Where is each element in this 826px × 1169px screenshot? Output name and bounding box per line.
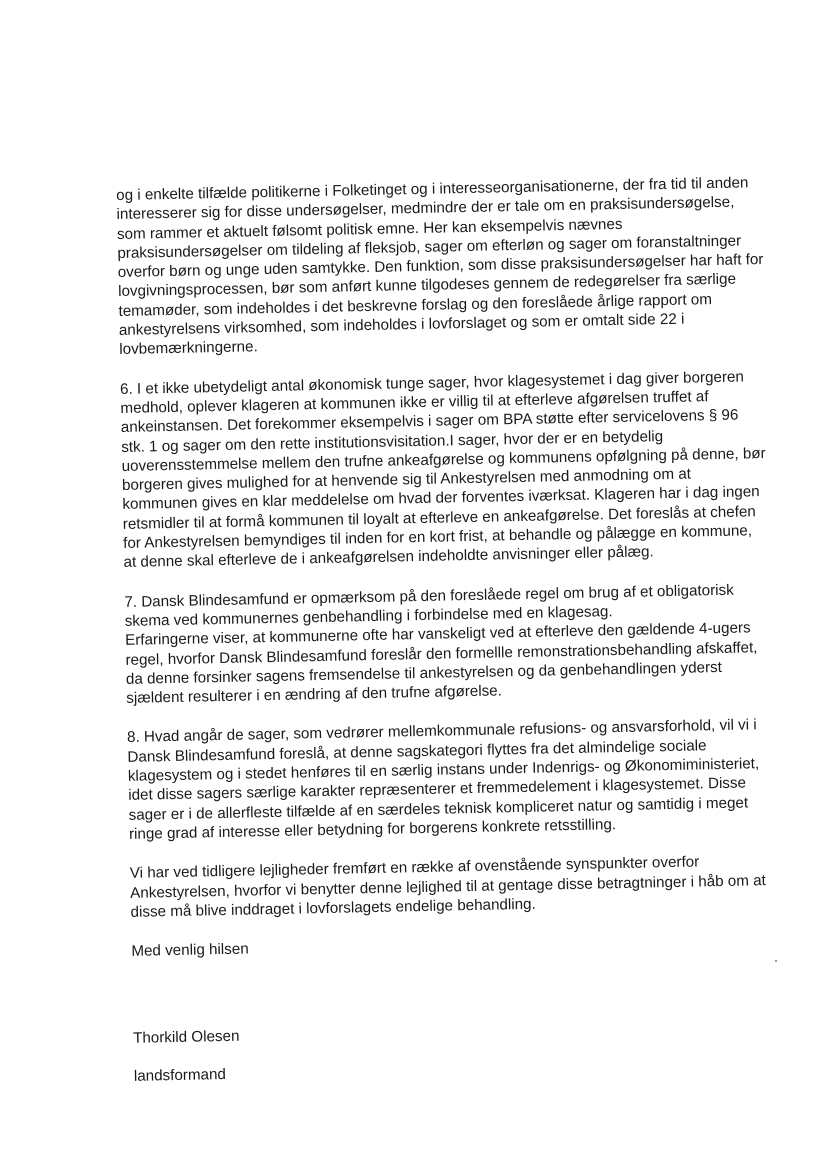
paragraph-8: 8. Hvad angår de sager, som vedrører mellemkommunale refusions- og ansvarsforhold, vil vi i Dansk Blindesamfund foreslå, at denne sagskategori flyttes fra det almindelige sociale klagesystem og i stedet henføres til en særlig instans under Indenrigs- og Økonomiministeriet, idet disse sagers særlige karakter repræsenterer et fremmedelement i klagesystemet. Disse sager er i de allerfleste tilfælde af en særdeles teknisk kompliceret natur og samtidig i meget ringe grad af interesse eller betydning for borgerens konkrete retsstilling. <box>126 716 760 843</box>
letter-body <box>116 173 806 1106</box>
closing-greeting: Med venlig hilsen <box>131 940 249 960</box>
scan-speck <box>775 960 777 962</box>
paragraph-continuation: og i enkelte tilfælde politikerne i Folketinget og i interesseorganisationerne, der fra tid til anden interesserer sig for disse undersøgelser, medmindre der er tale om en praksisundersøgelse, som rammer et aktuelt følsomt politisk emne. Her kan eksempelvis nævnes praksisundersøgelser om tildeling af fleksjob, sager om efterløn og sager om foranstaltninger overfor børn og unge uden samtykke. Den funktion, som disse praksisundersøgelser har haft for lovgivningsprocessen, bør som anført kunne tilgodeses gennem de redegørelser fra særlige temamøder, som indeholdes i det beskrevne forslag og den foreslåede årlige rapport om ankestyrelsens virksomhed, som indeholdes i lovforslaget og som er omtalt side 22 i lovbemærkningerne. <box>116 174 764 359</box>
signature-title: landsformand <box>133 1066 227 1086</box>
signature-name: Thorkild Olesen <box>132 1027 240 1047</box>
paragraph-7: 7. Dansk Blindesamfund er opmærksom på den foreslåede regel om brug af et obligatorisk skema ved kommunernes genbehandling i forbindelse med en klagesag. Erfaringerne viser, at kommunerne ofte har vanskeligt ved at efterleve den gældende 4-ugers regel, hvorfor Dansk Blindesamfund foreslår den formellle remonstrationsbehandling afskaffet, da denne forsinker sagens fremsendelse til ankestyrelsen og da genbehandlingen yderst sjældent resulterer i en ændring af den trufne afgørelse. <box>124 581 758 708</box>
signature-block <box>133 996 807 1106</box>
paragraph-6: 6. I et ikke ubetydeligt antal økonomisk tunge sager, hvor klagesystemet i dag giver borgeren medhold, oplever klageren at kommunen ikke er villig til at efterleve afgørelsen truffet af ankeinstansen. Det forekommer eksempelvis i sager om BPA støtte efter servicelovens § 96 stk. 1 og sager om den rette institutionsvisitation.I sager, hvor der er en betydelig uoverensstemmelse mellem den trufne ankeafgørelse og kommunens opfølgning på denne, bør borgeren gives mulighed for at henvende sig til Ankestyrelsen med anmodning om at kommunen gives en klar meddelelse om hvad der forventes iværksat. Klageren har i dag ingen retsmidler til at formå kommunen til loyalt at efterleve en ankeafgørelse. Det foreslås at chefen for Ankestyrelsen bemyndiges til inden for en kort frist, at behandle og pålægge en kommune, at denne skal efterleve de i ankeafgørelsen indeholdte anvisninger eller pålæg. <box>119 368 766 572</box>
paragraph-final: Vi har ved tidligere lejligheder fremført en række af ovenstående synspunkter overfor Ankestyrelsen, hvorfor vi benytter denne lejlighed til at gentage disse betragtninger i håb om at disse må blive inddraget i lovforslagets endelige behandling. <box>129 853 766 921</box>
